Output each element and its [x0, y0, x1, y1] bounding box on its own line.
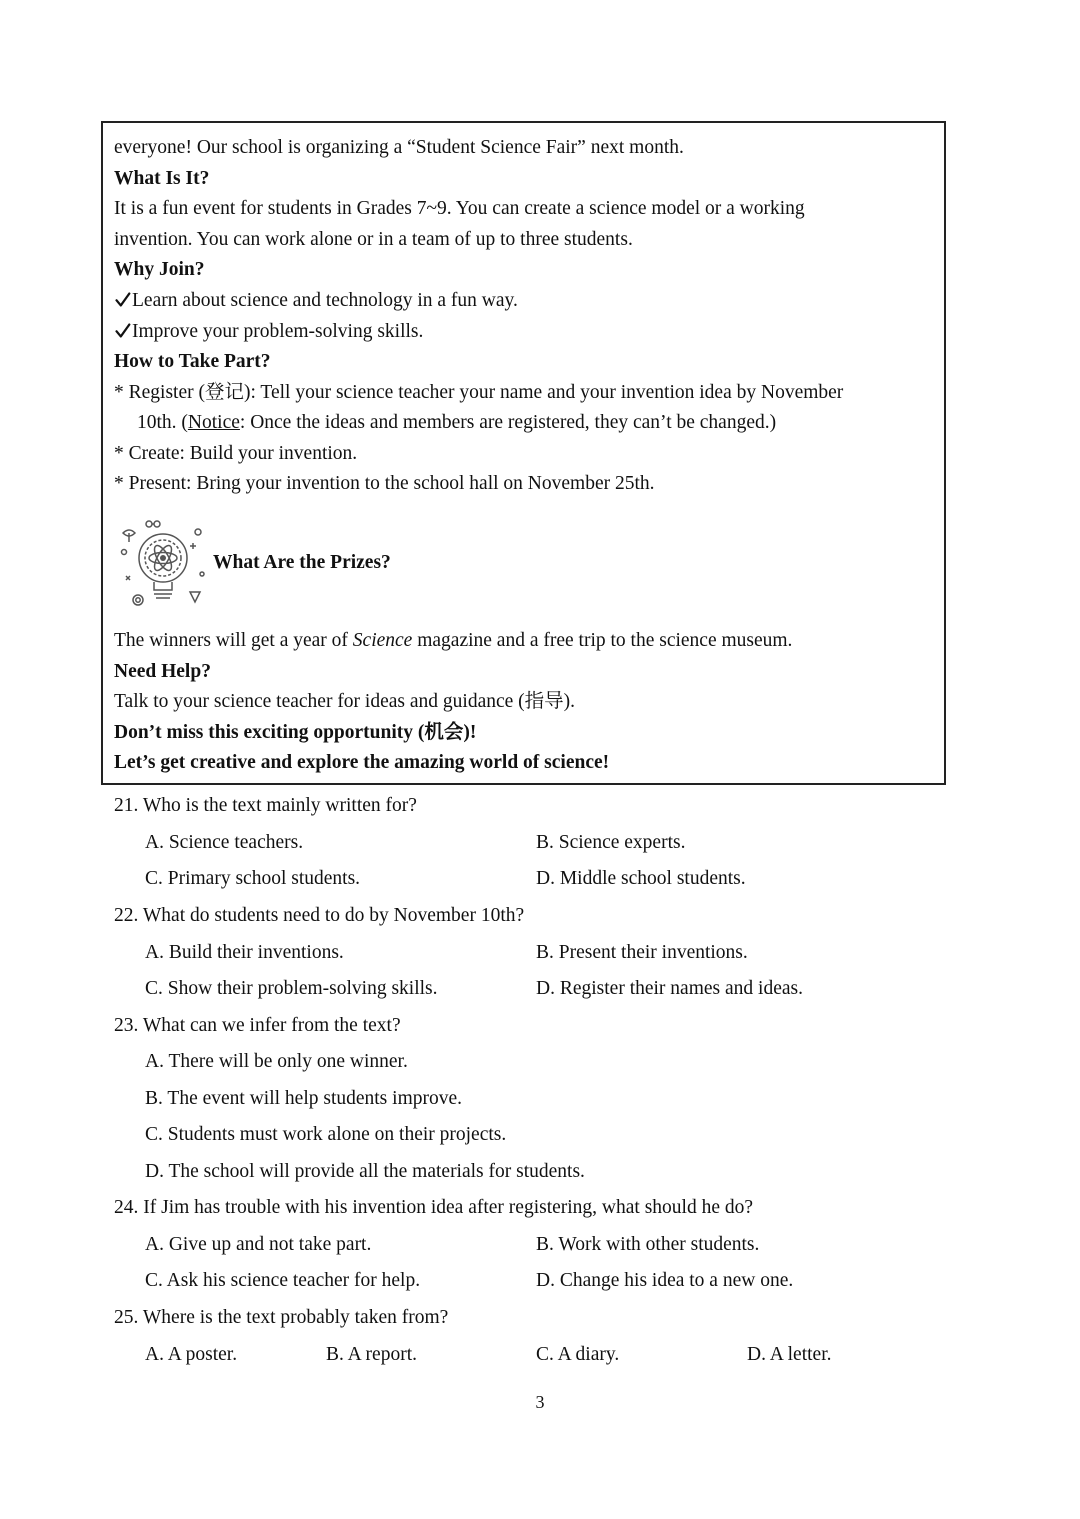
q21-option-b[interactable]: B. Science experts. — [536, 832, 686, 853]
science-lightbulb-icon — [116, 518, 211, 610]
q25-option-a[interactable]: A. A poster. — [145, 1344, 238, 1365]
q21-option-c[interactable]: C. Primary school students. — [145, 868, 361, 889]
why-item-2-text: Improve your problem-solving skills. — [132, 321, 424, 342]
why-heading: Why Join? — [114, 259, 205, 280]
question-24: 24. If Jim has trouble with his invention idea after registering, what should he do? — [114, 1197, 754, 1218]
page-number: 3 — [535, 1392, 545, 1412]
poster-intro: everyone! Our school is organizing a “Student Science Fair” next month. — [114, 137, 684, 158]
q23-option-c[interactable]: C. Students must work alone on their projects. — [145, 1124, 507, 1145]
question-21: 21. Who is the text mainly written for? — [114, 795, 417, 816]
q22-option-b[interactable]: B. Present their inventions. — [536, 942, 748, 963]
what-heading: What Is It? — [114, 168, 210, 189]
q25-option-b[interactable]: B. A report. — [326, 1344, 417, 1365]
create-line: * Create: Build your invention. — [114, 443, 358, 464]
closing-line-2: Let’s get creative and explore the amazing world of science! — [114, 752, 610, 773]
q24-option-d[interactable]: D. Change his idea to a new one. — [536, 1270, 794, 1291]
q24-option-b[interactable]: B. Work with other students. — [536, 1234, 760, 1255]
q21-option-a[interactable]: A. Science teachers. — [145, 832, 304, 853]
q25-option-c[interactable]: C. A diary. — [536, 1344, 620, 1365]
check-icon — [114, 322, 131, 339]
present-line: * Present: Bring your invention to the school hall on November 25th. — [114, 473, 655, 494]
q21-option-d[interactable]: D. Middle school students. — [536, 868, 746, 889]
science-magazine-title: Science — [352, 630, 413, 651]
q24-option-a[interactable]: A. Give up and not take part. — [145, 1234, 372, 1255]
prizes-line-pre: The winners will get a year of — [114, 630, 353, 651]
question-22: 22. What do students need to do by November 10th? — [114, 905, 525, 926]
question-23: 23. What can we infer from the text? — [114, 1015, 401, 1036]
q24-option-c[interactable]: C. Ask his science teacher for help. — [145, 1270, 421, 1291]
check-icon — [114, 291, 131, 308]
q22-option-c[interactable]: C. Show their problem-solving skills. — [145, 978, 438, 999]
notice-word: Notice — [187, 412, 240, 433]
why-item-2 — [114, 320, 423, 344]
prizes-line-post: magazine and a free trip to the science museum. — [412, 630, 793, 651]
what-line-1: It is a fun event for students in Grades 7~9. You can create a science model or a working — [114, 198, 805, 219]
help-line: Talk to your science teacher for ideas and guidance (指导). — [114, 691, 576, 712]
what-line-2: invention. You can work alone or in a team of up to three students. — [114, 229, 633, 250]
register-line-2-pre: 10th. ( — [137, 412, 188, 433]
q22-option-a[interactable]: A. Build their inventions. — [145, 942, 344, 963]
q22-option-d[interactable]: D. Register their names and ideas. — [536, 978, 803, 999]
q23-option-a[interactable]: A. There will be only one winner. — [145, 1051, 408, 1072]
q23-option-d[interactable]: D. The school will provide all the materials for students. — [145, 1161, 585, 1182]
register-line-2-post: : Once the ideas and members are registered, they can’t be changed.) — [239, 412, 777, 433]
why-item-1-text: Learn about science and technology in a fun way. — [132, 290, 518, 311]
help-heading: Need Help? — [114, 661, 211, 682]
prizes-heading: What Are the Prizes? — [213, 552, 391, 573]
register-line-2 — [137, 411, 776, 435]
closing-line-1: Don’t miss this exciting opportunity (机会)! — [114, 722, 477, 743]
q25-option-d[interactable]: D. A letter. — [747, 1344, 832, 1365]
why-item-1 — [114, 289, 518, 313]
prizes-line — [114, 629, 792, 653]
how-heading: How to Take Part? — [114, 351, 271, 372]
question-25: 25. Where is the text probably taken from? — [114, 1307, 449, 1328]
q23-option-b[interactable]: B. The event will help students improve. — [145, 1088, 463, 1109]
register-line-1: * Register (登记): Tell your science teacher your name and your invention idea by November — [114, 382, 844, 403]
